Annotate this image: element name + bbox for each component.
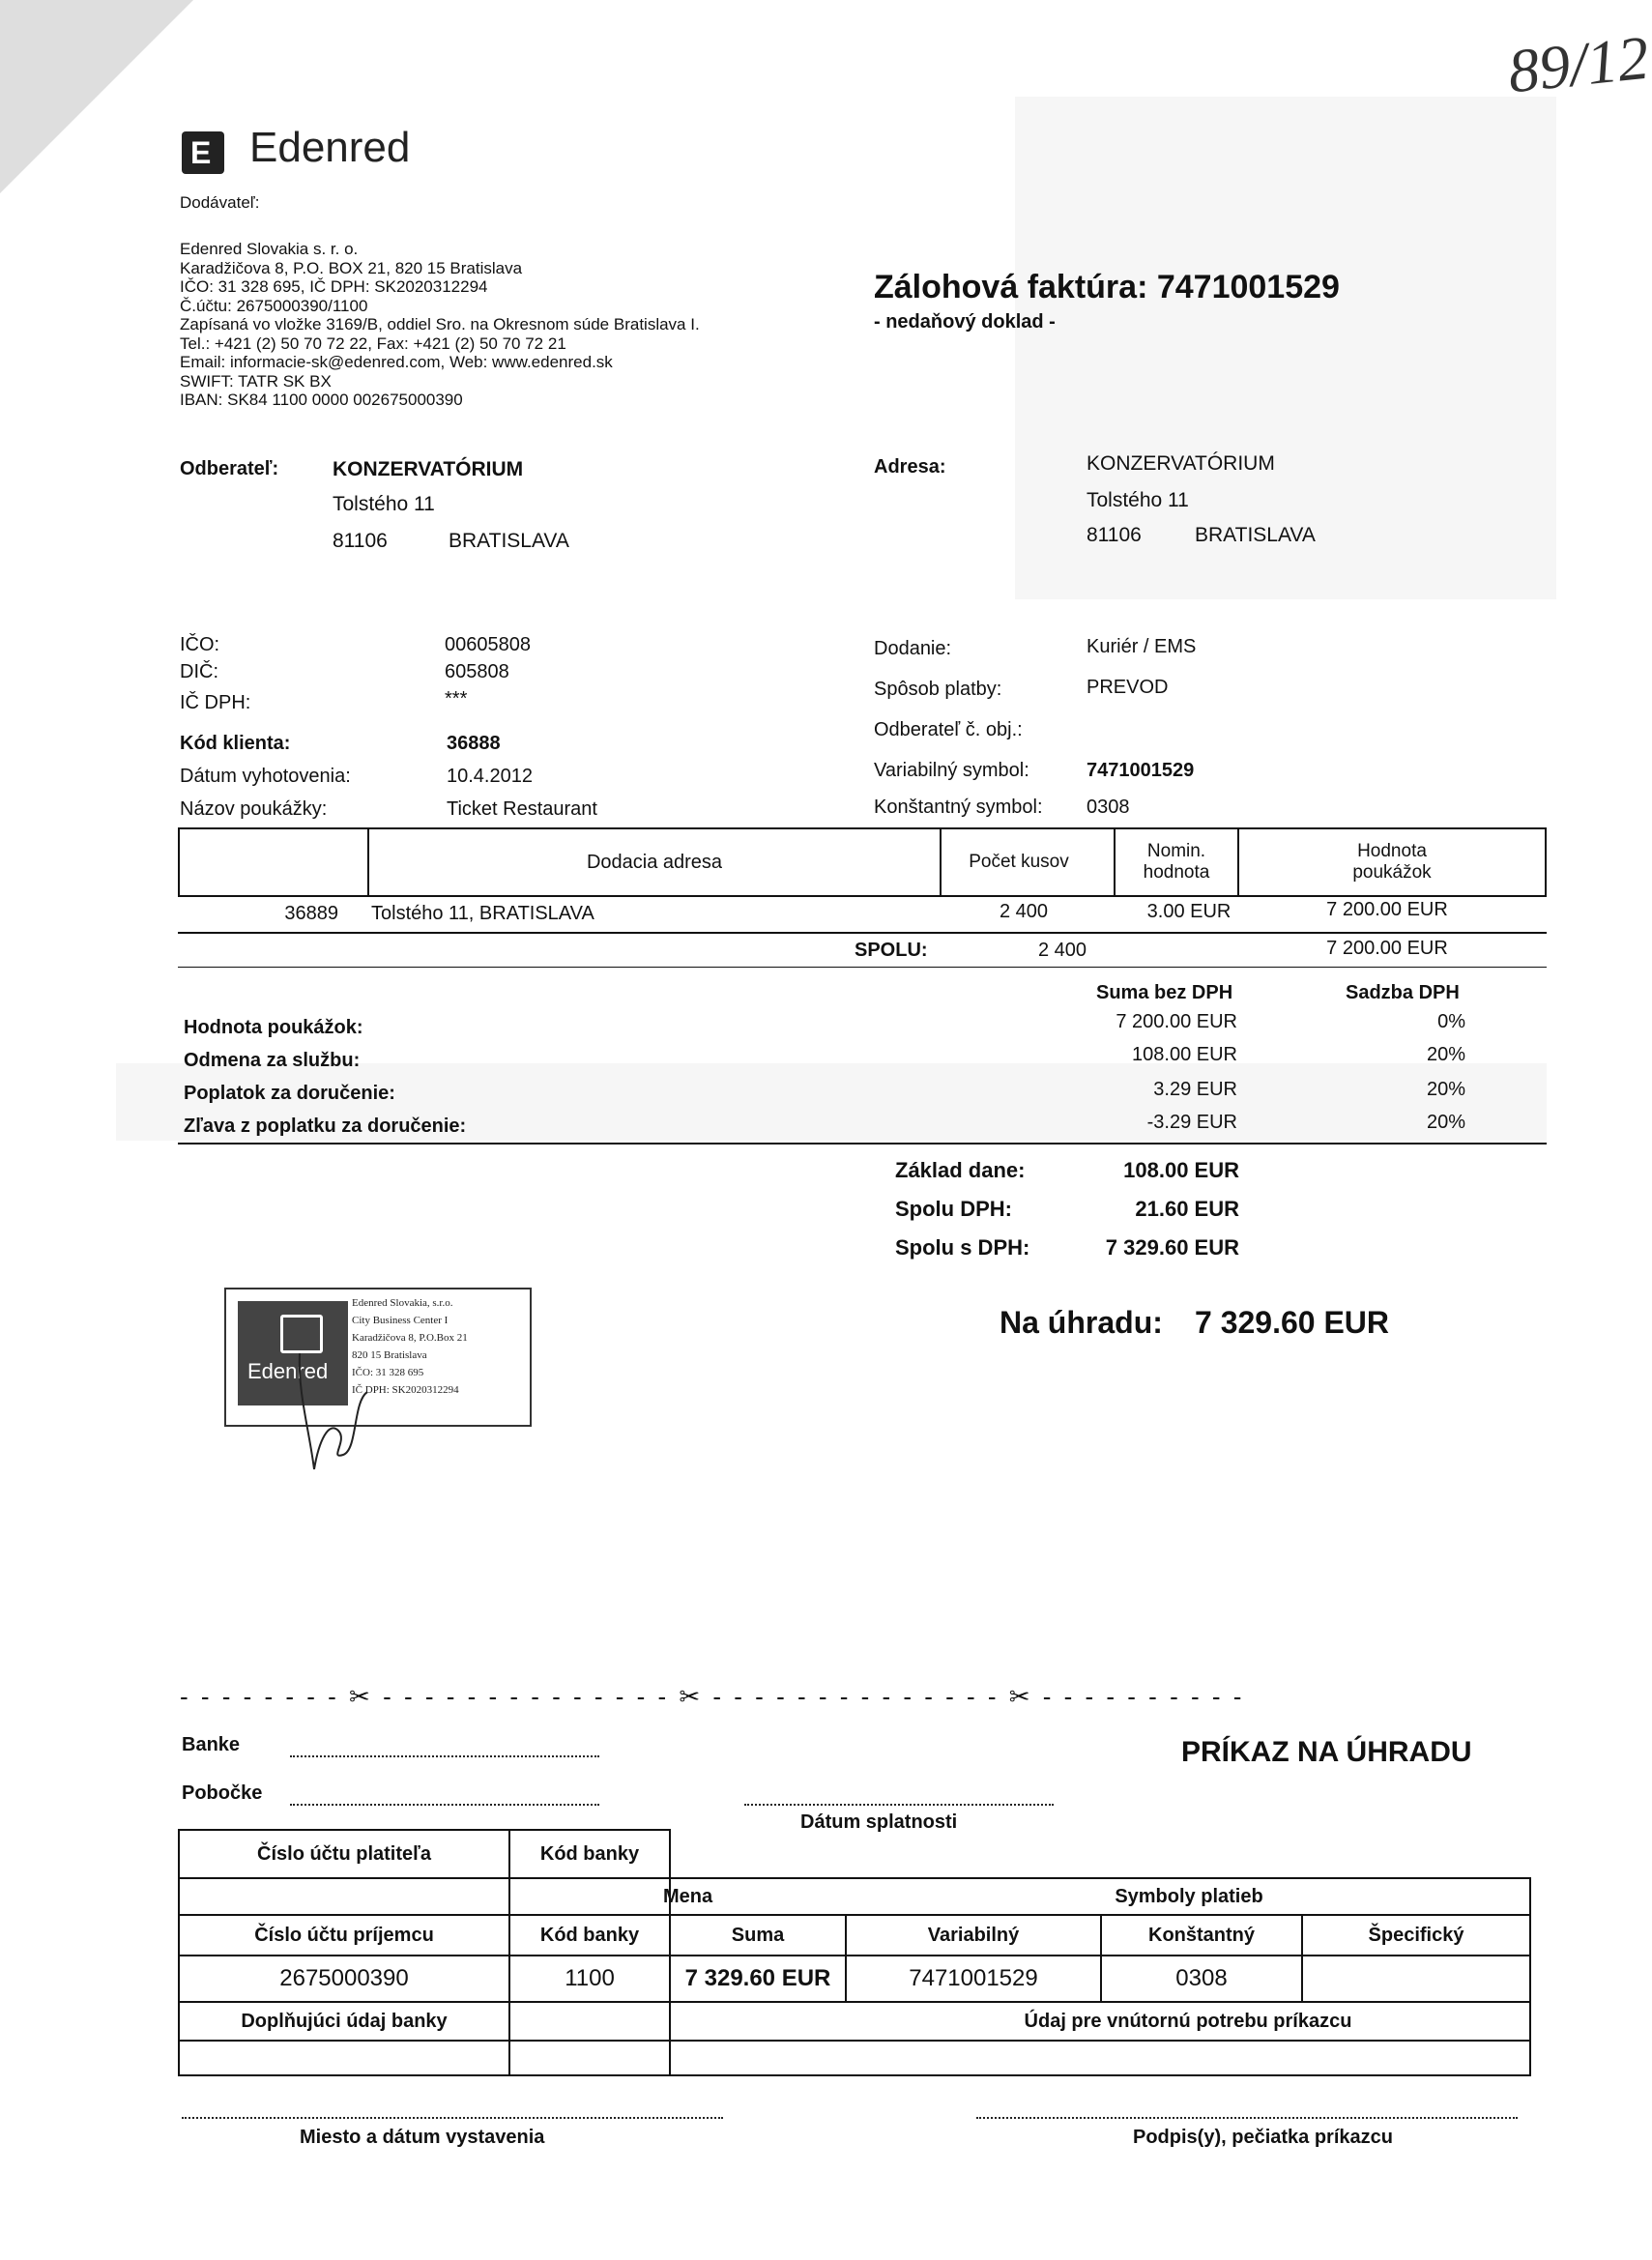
items-total-label: SPOLU: (855, 940, 928, 961)
edenred-logo-icon: E (182, 131, 224, 174)
payee-account-label: Číslo účtu príjemcu (254, 1924, 434, 1946)
branch-label: Pobočke (182, 1782, 263, 1804)
constant-symbol-field[interactable]: 0308 (1175, 1965, 1228, 1992)
delivery-value: Kuriér / EMS (1087, 636, 1197, 657)
address-label: Adresa: (874, 456, 946, 478)
amount-due-label: Na úhradu: (1000, 1305, 1163, 1340)
supplier-block (180, 240, 700, 410)
bank-label: Banke (182, 1734, 241, 1755)
issue-date-value: 10.4.2012 (447, 766, 533, 787)
constant-symbol-label: Konštantný symbol: (874, 797, 1043, 818)
signature-field[interactable] (976, 2117, 1518, 2119)
payment-method-label: Spôsob platby: (874, 679, 1002, 700)
place-date-label: Miesto a dátum vystavenia (300, 2127, 545, 2148)
signature-label: Podpis(y), pečiatka príkazcu (1133, 2127, 1393, 2148)
variable-label: Variabilný (927, 1924, 1020, 1946)
summary-amount: 7 200.00 EUR (1116, 1011, 1237, 1032)
issue-date-label: Dátum vyhotovenia: (180, 766, 351, 787)
summary-rate: 20% (1426, 1112, 1465, 1133)
col-delivery-address: Dodacia adresa (586, 851, 723, 873)
dic-label: DIČ: (180, 661, 218, 682)
constant-symbol-value: 0308 (1087, 797, 1130, 818)
place-date-field[interactable] (182, 2117, 723, 2119)
supplier-line: Karadžičova 8, P.O. BOX 21, 820 15 Bratislava (180, 258, 523, 277)
payee-bank-code-label: Kód banky (539, 1924, 640, 1946)
supplier-line: Zapísaná vo vložke 3169/B, oddiel Sro. na Okresnom súde Bratislava I. (180, 315, 700, 333)
variable-symbol-field[interactable]: 7471001529 (909, 1965, 1038, 1992)
amount-value[interactable]: 7 329.60 EUR (684, 1965, 831, 1992)
supplier-line: IČO: 31 328 695, IČ DPH: SK2020312294 (180, 277, 488, 296)
supplier-line: Č.účtu: 2675000390/1100 (180, 296, 368, 315)
col-nominal: Nomin. hodnota (1143, 841, 1210, 883)
order-number-label: Odberateľ č. obj.: (874, 719, 1023, 740)
client-code-label: Kód klienta: (180, 733, 291, 754)
voucher-value: Ticket Restaurant (447, 798, 597, 820)
supplier-label: Dodávateľ: (180, 193, 260, 212)
row-count: 2 400 (999, 901, 1049, 922)
voucher-label: Názov poukážky: (180, 798, 328, 820)
row-code: 36889 (284, 903, 338, 924)
payment-method-value: PREVOD (1087, 677, 1169, 698)
due-date-label: Dátum splatnosti (800, 1811, 958, 1833)
row-nominal: 3.00 EUR (1146, 901, 1232, 922)
client-code-value: 36888 (447, 733, 501, 754)
supplier-line: SWIFT: TATR SK BX (180, 371, 332, 391)
cut-line: - - - - - - - - ✂ - - - - - - - - - - - - - - ✂ - - - - - - - - - - - - - - ✂ - - - - - - - - - - (180, 1682, 1245, 1711)
vat-total-value: 21.60 EUR (1135, 1197, 1239, 1221)
address-name: KONZERVATÓRIUM (1087, 452, 1275, 475)
dic-value: 605808 (445, 661, 509, 682)
summary-label: Zľava z poplatku za doručenie: (184, 1116, 467, 1137)
variable-symbol-value: 7471001529 (1087, 760, 1195, 781)
col-base-amount: Suma bez DPH (1096, 982, 1233, 1003)
specific-label: Špecifický (1368, 1924, 1464, 1946)
summary-amount: 3.29 EUR (1153, 1079, 1237, 1100)
payment-symbols-label: Symboly platieb (1115, 1885, 1263, 1907)
col-count: Počet kusov (969, 852, 1069, 873)
branch-field[interactable] (290, 1804, 599, 1806)
payee-account-value[interactable]: 2675000390 (279, 1965, 409, 1992)
bank-field[interactable] (290, 1755, 599, 1757)
variable-symbol-label: Variabilný symbol: (874, 760, 1029, 781)
col-voucher-value: Hodnota poukážok (1352, 841, 1432, 883)
payee-bank-code-value[interactable]: 1100 (565, 1965, 615, 1992)
ico-value: 00605808 (445, 634, 531, 655)
summary-label: Poplatok za doručenie: (184, 1083, 395, 1104)
items-total-value: 7 200.00 EUR (1326, 938, 1448, 959)
customer-street: Tolstého 11 (333, 493, 435, 515)
customer-city: BRATISLAVA (449, 530, 569, 552)
invoice-subtitle: - nedaňový doklad - (874, 311, 1056, 333)
payer-account-label: Číslo účtu platiteľa (257, 1842, 431, 1865)
address-zip: 81106 (1087, 524, 1142, 546)
payer-bank-code-label: Kód banky (539, 1842, 640, 1865)
supplier-line: Email: informacie-sk@edenred.com, Web: www.edenred.sk (180, 353, 613, 371)
icdph-value: *** (445, 688, 468, 710)
tax-base-label: Základ dane: (895, 1158, 1026, 1182)
icdph-label: IČ DPH: (180, 692, 251, 713)
row-address: Tolstého 11, BRATISLAVA (371, 903, 594, 924)
address-city: BRATISLAVA (1195, 524, 1316, 546)
constant-label: Konštantný (1148, 1924, 1255, 1946)
customer-label: Odberateľ: (180, 458, 279, 479)
amount-due-value: 7 329.60 EUR (1195, 1305, 1390, 1340)
divider (178, 932, 1547, 934)
bank-extra-label: Doplňujúci údaj banky (241, 2010, 448, 2032)
delivery-label: Dodanie: (874, 638, 952, 659)
ico-label: IČO: (180, 634, 220, 655)
divider (178, 1143, 1547, 1144)
divider (178, 967, 1547, 968)
summary-amount: 108.00 EUR (1132, 1044, 1237, 1065)
summary-label: Odmena za službu: (184, 1050, 361, 1071)
currency-label: Mena (663, 1885, 713, 1907)
customer-name: KONZERVATÓRIUM (333, 458, 524, 480)
grand-total-value: 7 329.60 EUR (1105, 1235, 1239, 1260)
payment-order-title: PRÍKAZ NA ÚHRADU (1181, 1736, 1472, 1768)
grand-total-label: Spolu s DPH: (895, 1235, 1030, 1260)
specific-symbol-field[interactable] (1303, 1956, 1529, 2001)
vat-total-label: Spolu DPH: (895, 1197, 1012, 1221)
supplier-line: Edenred Slovakia s. r. o. (180, 240, 359, 258)
internal-note-label: Údaj pre vnútornú potrebu príkazcu (1024, 2010, 1352, 2032)
summary-label: Hodnota poukážok: (184, 1017, 363, 1038)
invoice-title: Zálohová faktúra: 7471001529 (874, 269, 1340, 305)
col-vat-rate: Sadzba DPH (1346, 982, 1460, 1003)
items-total-count: 2 400 (1038, 940, 1087, 961)
supplier-line: Tel.: +421 (2) 50 70 72 22, Fax: +421 (2) 50 70 72 21 (180, 333, 566, 353)
due-date-field[interactable] (744, 1804, 1054, 1806)
summary-rate: 20% (1426, 1079, 1465, 1100)
row-value: 7 200.00 EUR (1326, 899, 1448, 920)
tax-base-value: 108.00 EUR (1123, 1158, 1239, 1182)
summary-rate: 0% (1437, 1011, 1465, 1032)
edenred-logo-text: Edenred (249, 124, 411, 171)
summary-rate: 20% (1426, 1044, 1465, 1065)
address-street: Tolstého 11 (1087, 489, 1189, 511)
customer-zip: 81106 (333, 530, 388, 552)
supplier-line: IBAN: SK84 1100 0000 002675000390 (180, 391, 463, 409)
signature-scribble (271, 1334, 387, 1479)
handwritten-number: 89/12 (1504, 22, 1652, 106)
folded-corner (0, 0, 193, 193)
summary-amount: -3.29 EUR (1146, 1112, 1237, 1133)
amount-label: Suma (731, 1924, 785, 1946)
